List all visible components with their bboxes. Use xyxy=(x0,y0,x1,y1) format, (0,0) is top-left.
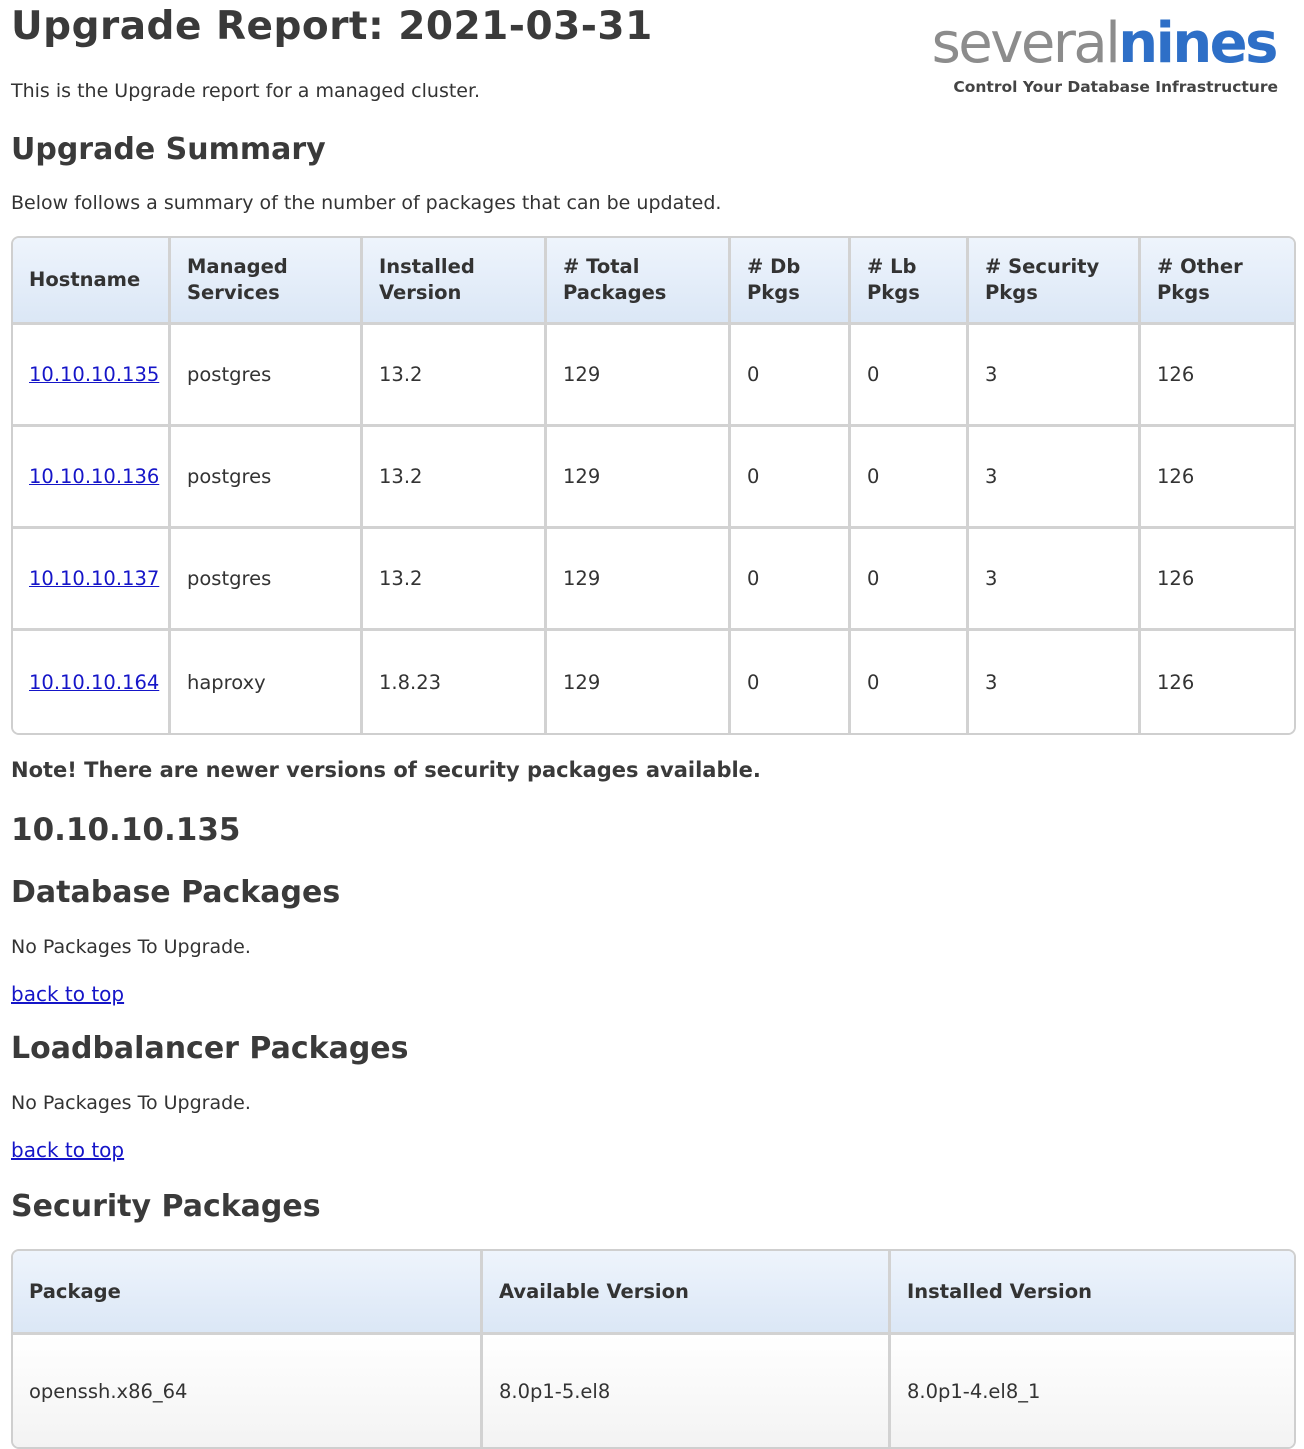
table-cell: 8.0p1-5.el8 xyxy=(483,1335,891,1447)
table-cell: 13.2 xyxy=(363,325,547,427)
table-cell: 1.8.23 xyxy=(363,631,547,733)
table-row xyxy=(13,1335,1294,1447)
table-cell: 129 xyxy=(547,631,731,733)
report-title: Upgrade Report: 2021-03-31 xyxy=(11,4,653,49)
report-intro: This is the Upgrade report for a managed cluster. xyxy=(11,80,481,102)
table-cell: 126 xyxy=(1141,631,1294,733)
summary-description: Below follows a summary of the number of packages that can be updated. xyxy=(11,192,722,214)
hostname-link[interactable]: 10.10.10.137 xyxy=(29,567,160,590)
logo-part-nines: nines xyxy=(1118,11,1276,76)
table-cell: 0 xyxy=(731,325,851,427)
summary-heading: Upgrade Summary xyxy=(11,132,326,167)
table-cell: haproxy xyxy=(171,631,363,733)
table-cell xyxy=(13,529,171,631)
table-cell: 126 xyxy=(1141,529,1294,631)
loadbalancer-packages-heading: Loadbalancer Packages xyxy=(11,1031,409,1066)
column-header: # Total Packages xyxy=(547,238,731,325)
back-to-top-link[interactable]: back to top xyxy=(11,982,125,1006)
hostname-link[interactable]: 10.10.10.164 xyxy=(29,670,160,694)
security-header-row xyxy=(13,1251,1294,1335)
column-header: # Security Pkgs xyxy=(969,238,1141,325)
table-cell: 0 xyxy=(851,529,969,631)
security-note: Note! There are newer versions of security packages available. xyxy=(11,758,761,782)
logo-part-several: several xyxy=(931,11,1119,76)
logo-wordmark xyxy=(932,10,1276,77)
back-to-top-link[interactable]: back to top xyxy=(11,1138,125,1162)
summary-header-row xyxy=(13,238,1294,325)
security-packages-table xyxy=(11,1249,1296,1449)
table-cell: 0 xyxy=(851,631,969,733)
table-cell: 126 xyxy=(1141,427,1294,529)
table-cell xyxy=(13,631,171,733)
table-cell: 3 xyxy=(969,631,1141,733)
table-cell: 3 xyxy=(969,529,1141,631)
column-header: # Lb Pkgs xyxy=(851,238,969,325)
table-cell: 0 xyxy=(731,427,851,529)
table-cell: 0 xyxy=(851,325,969,427)
column-header: # Other Pkgs xyxy=(1141,238,1294,325)
host-heading: 10.10.10.135 xyxy=(11,812,241,848)
column-header: Hostname xyxy=(13,238,171,325)
table-cell: 129 xyxy=(547,427,731,529)
table-row xyxy=(13,529,1294,631)
table-cell: postgres xyxy=(171,325,363,427)
table-row xyxy=(13,631,1294,733)
table-cell: 129 xyxy=(547,325,731,427)
column-header: Installed Version xyxy=(891,1251,1294,1335)
database-packages-text: No Packages To Upgrade. xyxy=(11,936,251,958)
table-row xyxy=(13,427,1294,529)
severalnines-logo xyxy=(931,11,1290,102)
security-body xyxy=(13,1335,1294,1447)
upgrade-summary-table xyxy=(11,236,1296,735)
table-cell: openssh.x86_64 xyxy=(13,1335,483,1447)
loadbalancer-packages-text: No Packages To Upgrade. xyxy=(11,1092,251,1114)
table-cell: 0 xyxy=(731,529,851,631)
table-cell xyxy=(13,427,171,529)
table-cell: 129 xyxy=(547,529,731,631)
hostname-link[interactable]: 10.10.10.136 xyxy=(29,465,160,488)
table-cell: 3 xyxy=(969,325,1141,427)
table-cell xyxy=(13,325,171,427)
logo-tagline: Control Your Database Infrastructure xyxy=(953,78,1278,96)
table-cell: 0 xyxy=(731,631,851,733)
table-cell: 13.2 xyxy=(363,529,547,631)
table-cell: 0 xyxy=(851,427,969,529)
table-cell: 3 xyxy=(969,427,1141,529)
summary-body xyxy=(13,325,1294,733)
column-header: # Db Pkgs xyxy=(731,238,851,325)
table-cell: 8.0p1-4.el8_1 xyxy=(891,1335,1294,1447)
table-row xyxy=(13,325,1294,427)
hostname-link[interactable]: 10.10.10.135 xyxy=(29,363,160,386)
table-cell: postgres xyxy=(171,529,363,631)
security-packages-heading: Security Packages xyxy=(11,1189,321,1224)
column-header: Managed Services xyxy=(171,238,363,325)
column-header: Package xyxy=(13,1251,483,1335)
column-header: Available Version xyxy=(483,1251,891,1335)
column-header: Installed Version xyxy=(363,238,547,325)
database-packages-heading: Database Packages xyxy=(11,875,341,910)
table-cell: 13.2 xyxy=(363,427,547,529)
table-cell: postgres xyxy=(171,427,363,529)
table-cell: 126 xyxy=(1141,325,1294,427)
